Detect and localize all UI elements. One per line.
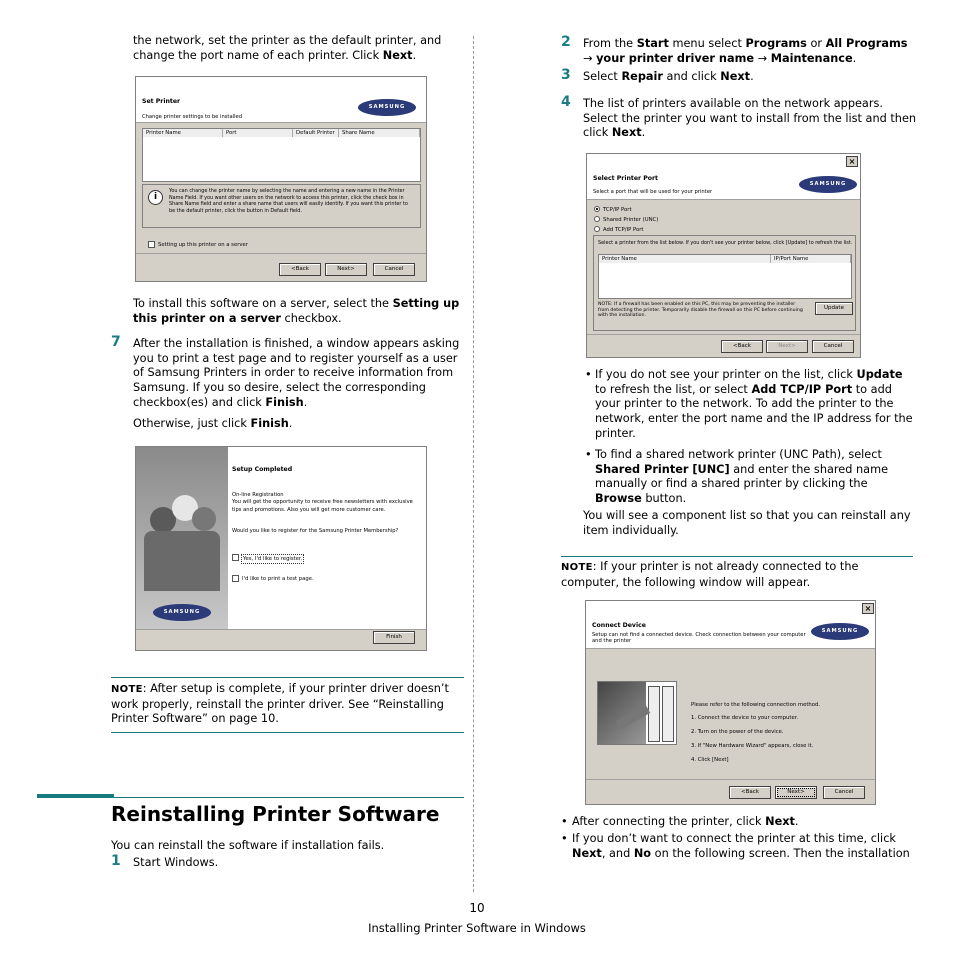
connection-step: 2. Turn on the power of the device. [691, 729, 784, 735]
next-button[interactable]: Next> [325, 263, 367, 276]
column-header[interactable]: IP/Port Name [771, 255, 851, 263]
heading-rule [114, 797, 464, 798]
reinstall-intro: You can reinstall the software if installation fails. [111, 839, 385, 852]
column-header[interactable]: Default Printer [293, 129, 339, 137]
port-panel-icon [662, 686, 674, 742]
figure-icon [192, 507, 216, 531]
bullet-shared: To find a shared network printer (UNC Path), select Shared Printer [UNC] and enter the shared name manually or find a shared printer by clicking the Browse button. [595, 448, 889, 506]
step4-text: The list of printers available on the network appears. Select the printer you want to install from the list and then click Next. [583, 97, 917, 140]
dialog-title: Setup Completed [232, 466, 293, 473]
connection-step: 1. Connect the device to your computer. [691, 715, 799, 721]
tcpip-radio[interactable] [594, 206, 600, 212]
note-right: NOTE: If your printer is not already connected to the computer, the following window will appear. [561, 560, 859, 589]
heading-accent-bar [37, 794, 114, 798]
column-header[interactable]: Printer Name [143, 129, 223, 137]
tcpip-radio-label: TCP/IP Port [603, 207, 632, 213]
figure-bodies [144, 531, 220, 591]
step-number-2: 2 [561, 34, 571, 50]
cancel-button[interactable]: Cancel [823, 786, 865, 799]
dialog-subtitle: Change printer settings to be installed [142, 114, 243, 120]
step-number-4: 4 [561, 94, 571, 110]
note-left: NOTE: After setup is complete, if your printer driver doesn’t work properly, reinstall the printer driver. See “Reinstalling Printer Software” on page 10. [111, 682, 449, 726]
connection-step: 4. Click [Next] [691, 757, 729, 763]
step2-text: From the Start menu select Programs or All Programs → your printer driver name → Maintenance. [583, 37, 908, 65]
info-icon: i [148, 190, 163, 205]
back-button[interactable]: <Back [721, 340, 763, 353]
setup-completed-dialog [135, 446, 427, 651]
shared-printer-radio[interactable] [594, 216, 600, 222]
note-rule-top [561, 556, 913, 557]
samsung-logo: SAMSUNG [799, 176, 857, 193]
connection-illustration [597, 681, 677, 745]
set-printer-dialog [135, 76, 427, 282]
registration-text: You will get the opportunity to receive free newsletters with exclusive tips and promotions. Also you will get more customer care. [232, 499, 413, 513]
registration-title: On-line Registration [232, 492, 284, 498]
connection-heading: Please refer to the following connection method. [691, 702, 821, 708]
dialog-subtitle: Select a port that will be used for your printer [593, 189, 713, 195]
back-button[interactable]: <Back [279, 263, 321, 276]
bullet-marker: • [585, 448, 592, 461]
cancel-button[interactable]: Cancel [812, 340, 854, 353]
connection-step: 3. If "New Hardware Wizard" appears, close it. [691, 743, 814, 749]
connect-device-dialog [585, 600, 876, 805]
port-panel-icon [648, 686, 660, 742]
server-checkbox[interactable] [148, 241, 155, 248]
column-header[interactable]: Printer Name [599, 255, 771, 263]
server-checkbox-label: Setting up this printer on a server [158, 242, 248, 248]
page-number: 10 [469, 901, 485, 915]
samsung-logo: SAMSUNG [153, 604, 211, 621]
bullet-update: If you do not see your printer on the list, click Update to refresh the list, or select Add TCP/IP Port to add your printer to the network. To add the printer to the network, enter the port name and the IP address for the printer. [595, 368, 913, 440]
register-question: Would you like to register for the Samsung Printer Membership? [232, 528, 399, 534]
cancel-button[interactable]: Cancel [373, 263, 415, 276]
bullet-no-connect: If you don’t want to connect the printer at this time, click Next, and No on the following screen. Then the installation [572, 832, 910, 860]
next-button[interactable]: Next> [775, 786, 817, 799]
column-divider [473, 36, 474, 892]
step-number-3: 3 [561, 67, 571, 83]
next-button[interactable]: Next> [766, 340, 808, 353]
info-text: You can change the printer name by selecting the name and entering a new name in the Printer Name Field. If you want other users on the network to access this printer, click the check box in Share Name field and enter a share name that users will easily identify. If you want this printer to be the default printer, click the button in Default field. [169, 188, 408, 214]
test-page-checkbox[interactable] [232, 575, 239, 582]
dialog-title: Set Printer [142, 98, 181, 105]
bullet-marker: • [561, 815, 568, 828]
content-pane [228, 447, 426, 629]
note-rule-bottom [111, 732, 464, 733]
samsung-logo: SAMSUNG [811, 623, 869, 640]
bullet-marker: • [561, 832, 568, 845]
printer-list[interactable] [142, 128, 421, 182]
network-printer-list[interactable] [598, 254, 852, 299]
bullet-after-connect: After connecting the printer, click Next. [572, 815, 799, 828]
back-button[interactable]: <Back [729, 786, 771, 799]
note-rule-top [111, 677, 464, 678]
test-page-checkbox-label: I'd like to print a test page. [242, 576, 314, 582]
samsung-logo: SAMSUNG [358, 99, 416, 116]
update-button[interactable]: Update [815, 302, 853, 315]
add-tcpip-radio[interactable] [594, 226, 600, 232]
close-icon[interactable]: × [846, 156, 858, 167]
bullet-marker: • [585, 368, 592, 381]
column-header[interactable]: Share Name [339, 129, 420, 137]
separator [136, 629, 426, 630]
intro-paragraph: the network, set the printer as the default printer, and change the port name of each printer. Click Next. [133, 34, 442, 62]
firewall-note: NOTE: If a firewall has been enabled on this PC, this may be preventing the installer from detecting the printer. Temporarily disable the firewall on this PC before continuing with the installation. [598, 302, 803, 319]
printer-group [593, 235, 856, 331]
add-tcpip-radio-label: Add TCP/IP Port [603, 227, 644, 233]
instruction-text: Select a printer from the list below. If you don't see your printer below, click [Update] to refresh the list. [598, 240, 853, 246]
select-printer-port-dialog [586, 153, 861, 358]
dialog-subtitle: Setup can not find a connected device. Check connection between your computer and the printer [592, 632, 806, 644]
column-header[interactable]: Port [223, 129, 293, 137]
footer-title: Installing Printer Software in Windows [368, 921, 586, 935]
otherwise-text: Otherwise, just click Finish. [133, 417, 293, 430]
info-panel [142, 184, 421, 228]
register-checkbox[interactable] [232, 554, 239, 561]
section-heading: Reinstalling Printer Software [111, 802, 440, 826]
dialog-title: Connect Device [592, 622, 646, 629]
dialog-title: Select Printer Port [593, 175, 659, 182]
register-checkbox-label: Yes, I'd like to register. [243, 556, 303, 562]
close-icon[interactable]: × [862, 603, 874, 614]
shared-printer-radio-label: Shared Printer (UNC) [603, 217, 659, 223]
server-note: To install this software on a server, select the Setting up this printer on a server checkbox. [133, 297, 460, 325]
step3-text: Select Repair and click Next. [583, 70, 754, 83]
finish-button[interactable]: Finish [373, 631, 415, 644]
separator [586, 779, 875, 780]
separator [587, 334, 860, 335]
step1-text: Start Windows. [133, 856, 219, 869]
step-number-1: 1 [111, 853, 121, 869]
step-number-7: 7 [111, 334, 121, 350]
step7-text: After the installation is finished, a window appears asking you to print a test page and to register yourself as a user of Samsung Printers in order to receive information from Samsung. If you so desire, select the corresponding checkbox(es) and click Finish. [133, 337, 460, 409]
side-banner [136, 447, 228, 629]
separator [136, 253, 426, 254]
component-text: You will see a component list so that you can reinstall any item individually. [583, 509, 911, 537]
